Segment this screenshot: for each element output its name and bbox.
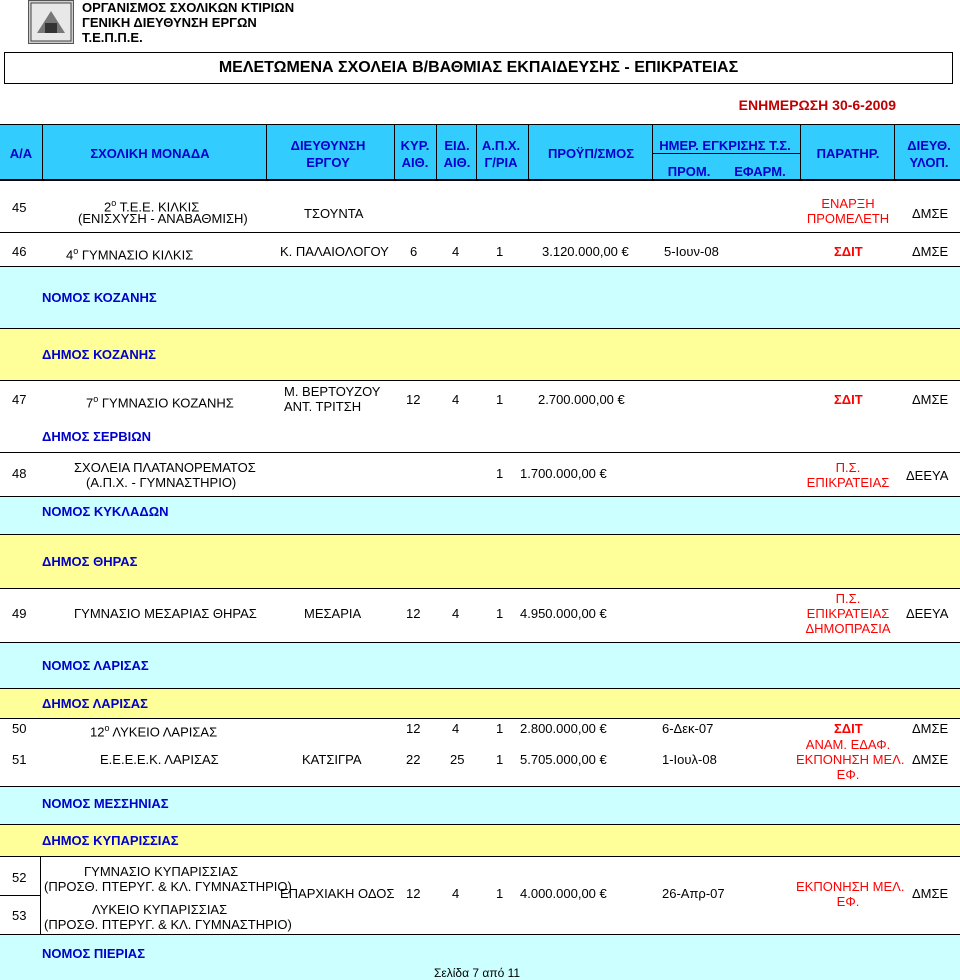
header-prom: ΠΡΟΜ.	[667, 164, 711, 179]
row45-dieuth: ΔΜΣΕ	[912, 206, 949, 221]
header-school: ΣΧΟΛΙΚΗ ΜΟΝΑΔΑ	[90, 146, 210, 161]
org-name-line1: ΟΡΓΑΝΙΣΜΟΣ ΣΧΟΛΙΚΩΝ ΚΤΙΡΙΩΝ	[82, 0, 295, 15]
row51-date: 1-Ιουλ-08	[662, 752, 717, 767]
organization-logo	[28, 0, 74, 44]
row48-remark-line1: Π.Σ.	[835, 460, 861, 475]
row5253-dieuth: ΔΜΣΕ	[912, 886, 949, 901]
row46-school: $4^o$ ΓΥΜΝΑΣΙΟ ΚΙΛΚΙΣ	[66, 246, 194, 263]
table-header	[0, 124, 960, 180]
row45-school-line1: $2^o$ Τ.Ε.Ε. ΚΙΛΚΙΣ	[104, 198, 200, 215]
section-nomos-kykladon: ΝΟΜΟΣ ΚΥΚΛΑΔΩΝ	[0, 496, 960, 534]
row45-remark-line2: ΠΡΟΜΕΛΕΤΗ	[806, 211, 890, 226]
row51-apx: 1	[496, 752, 504, 767]
row53-school-line1: ΛΥΚΕΙΟ ΚΥΠΑΡΙΣΣΙΑΣ	[92, 902, 228, 917]
row45-aa: 45	[12, 200, 27, 215]
row51-remark-line2: ΕΚΠΟΝΗΣΗ ΜΕΛ.	[796, 752, 905, 767]
section-dimos-servion: ΔΗΜΟΣ ΣΕΡΒΙΩΝ	[42, 429, 152, 444]
row51-address: ΚΑΤΣΙΓΡΑ	[302, 752, 362, 767]
row50-school: $12^o$ ΛΥΚΕΙΟ ΛΑΡΙΣΑΣ	[90, 723, 218, 740]
row47-school: $7^o$ ΓΥΜΝΑΣΙΟ ΚΟΖΑΝΗΣ	[86, 394, 234, 411]
section-nomos-larisas: ΝΟΜΟΣ ΛΑΡΙΣΑΣ	[0, 642, 960, 688]
header-eid: ΕΙΔ. ΑΙΘ.	[443, 138, 471, 170]
row50-budget: 2.800.000,00 €	[520, 721, 607, 736]
row51-remark-line1: ΑΝΑΜ. ΕΔΑΦ.	[805, 737, 891, 752]
update-date: ΕΝΗΜΕΡΩΣΗ 30-6-2009	[738, 97, 896, 113]
row48-remark-line2: ΕΠΙΚΡΑΤΕΙΑΣ	[806, 475, 890, 490]
header-approval: ΗΜΕΡ. ΕΓΚΡΙΣΗΣ Τ.Σ.	[659, 138, 791, 153]
row51-budget: 5.705.000,00 €	[520, 752, 607, 767]
row49-address: ΜΕΣΑΡΙΑ	[304, 606, 362, 621]
row49-remark-line2: ΕΠΙΚΡΑΤΕΙΑΣ	[806, 606, 890, 621]
row47-address-line2: ΑΝΤ. ΤΡΙΤΣΗ	[284, 399, 362, 414]
row53-aa: 53	[12, 908, 27, 923]
row49-school: ΓΥΜΝΑΣΙΟ ΜΕΣΑΡΙΑΣ ΘΗΡΑΣ	[74, 606, 257, 621]
row47-address-line1: Μ. ΒΕΡΤΟΥΖΟΥ	[284, 384, 381, 399]
section-nomos-messinias: ΝΟΜΟΣ ΜΕΣΣΗΝΙΑΣ	[0, 786, 960, 824]
header-efarm: ΕΦΑΡΜ.	[734, 164, 786, 179]
row49-kyr: 12	[406, 606, 421, 621]
row50-eid: 4	[452, 721, 460, 736]
row51-remark-line3: ΕΦ.	[836, 767, 860, 782]
row50-date: 6-Δεκ-07	[662, 721, 714, 736]
row5253-budget: 4.000.000,00 €	[520, 886, 607, 901]
row5253-remark-line1: ΕΚΠΟΝΗΣΗ ΜΕΛ.	[796, 879, 905, 894]
section-dimos-larisas: ΔΗΜΟΣ ΛΑΡΙΣΑΣ	[0, 688, 960, 718]
row46-kyr: 6	[410, 244, 418, 259]
row48-aa: 48	[12, 466, 27, 481]
row46-budget: 3.120.000,00 €	[542, 244, 629, 259]
row51-dieuth: ΔΜΣΕ	[912, 752, 949, 767]
row47-kyr: 12	[406, 392, 421, 407]
row47-dieuth: ΔΜΣΕ	[912, 392, 949, 407]
header-apx: Α.Π.Χ. Γ/ΡΙΑ	[481, 138, 521, 170]
row47-apx: 1	[496, 392, 504, 407]
header-aa: Α/Α	[9, 146, 33, 161]
row48-apx: 1	[496, 466, 504, 481]
row49-dieuth: ΔΕΕΥΑ	[906, 606, 949, 621]
section-nomos-kozanis: ΝΟΜΟΣ ΚΟΖΑΝΗΣ	[0, 266, 960, 328]
row5253-kyr: 12	[406, 886, 421, 901]
row48-school-line1: ΣΧΟΛΕΙΑ ΠΛΑΤΑΝΟΡΕΜΑΤΟΣ	[74, 460, 256, 475]
header-dieuth: ΔΙΕΥΘ. ΥΛΟΠ.	[907, 138, 951, 170]
row49-remark-line3: ΔΗΜΟΠΡΑΣΙΑ	[805, 621, 891, 636]
row45-address: ΤΣΟΥΝΤΑ	[304, 206, 364, 221]
row47-eid: 4	[452, 392, 460, 407]
row49-remark-line1: Π.Σ.	[835, 591, 861, 606]
row50-aa: 50	[12, 721, 27, 736]
row5253-eid: 4	[452, 886, 460, 901]
row5253-remark-line2: ΕΦ.	[836, 894, 860, 909]
row46-eid: 4	[452, 244, 460, 259]
row52-school-line1: ΓΥΜΝΑΣΙΟ ΚΥΠΑΡΙΣΣΙΑΣ	[84, 864, 239, 879]
row49-aa: 49	[12, 606, 27, 621]
row52-school-line2: (ΠΡΟΣΘ. ΠΤΕΡΥΓ. & ΚΛ. ΓΥΜΝΑΣΤΗΡΙΟ)	[44, 879, 292, 894]
header-address: ΔΙΕΥΘΥΝΣΗ ΕΡΓΟΥ	[290, 138, 366, 170]
section-nomos-pierias: ΝΟΜΟΣ ΠΙΕΡΙΑΣ	[0, 934, 960, 980]
row5253-address: ΕΠΑΡΧΙΑΚΗ ΟΔΟΣ	[280, 886, 395, 901]
row52-aa: 52	[12, 870, 27, 885]
row48-budget: 1.700.000,00 €	[520, 466, 607, 481]
row48-dieuth: ΔΕΕΥΑ	[906, 468, 949, 483]
row5253-apx: 1	[496, 886, 504, 901]
section-dimos-kyparissias: ΔΗΜΟΣ ΚΥΠΑΡΙΣΣΙΑΣ	[0, 824, 960, 856]
org-name-line2: ΓΕΝΙΚΗ ΔΙΕΥΘΥΝΣΗ ΕΡΓΩΝ	[82, 15, 257, 30]
row48-school-line2: (Α.Π.Χ. - ΓΥΜΝΑΣΤΗΡΙΟ)	[86, 475, 237, 490]
page-title: ΜΕΛΕΤΩΜΕΝΑ ΣΧΟΛΕΙΑ Β/ΒΑΘΜΙΑΣ ΕΚΠΑΙΔΕΥΣΗΣ - ΕΠΙΚΡΑΤΕΙΑΣ	[4, 52, 953, 84]
row50-apx: 1	[496, 721, 504, 736]
row46-address: Κ. ΠΑΛΑΙΟΛΟΓΟΥ	[280, 244, 389, 259]
row51-school: Ε.Ε.Ε.Ε.Κ. ΛΑΡΙΣΑΣ	[100, 752, 219, 767]
row46-date: 5-Ιουν-08	[664, 244, 719, 259]
row45-remark-line1: ΕΝΑΡΞΗ	[821, 196, 875, 211]
section-dimos-thiras: ΔΗΜΟΣ ΘΗΡΑΣ	[0, 534, 960, 588]
row51-kyr: 22	[406, 752, 421, 767]
row49-eid: 4	[452, 606, 460, 621]
row46-dieuth: ΔΜΣΕ	[912, 244, 949, 259]
row51-eid: 25	[450, 752, 465, 767]
row49-budget: 4.950.000,00 €	[520, 606, 607, 621]
row49-apx: 1	[496, 606, 504, 621]
page-footer: Σελίδα 7 από 11	[434, 966, 521, 980]
logo-emblem-icon	[29, 1, 73, 43]
header-budget: ΠΡΟΫΠ/ΣΜΟΣ	[547, 146, 635, 161]
row53-school-line2: (ΠΡΟΣΘ. ΠΤΕΡΥΓ. & ΚΛ. ΓΥΜΝΑΣΤΗΡΙΟ)	[44, 917, 292, 932]
row50-dieuth: ΔΜΣΕ	[912, 721, 949, 736]
row47-remark: ΣΔΙΤ	[834, 392, 863, 407]
row47-budget: 2.700.000,00 €	[538, 392, 625, 407]
row45-school-line2: (ΕΝΙΣΧΥΣΗ - ΑΝΑΒΑΘΜΙΣΗ)	[78, 211, 248, 226]
row5253-date: 26-Απρ-07	[662, 886, 725, 901]
row46-remark: ΣΔΙΤ	[834, 244, 863, 259]
row46-aa: 46	[12, 244, 27, 259]
row46-apx: 1	[496, 244, 504, 259]
row50-remark: ΣΔΙΤ	[834, 721, 863, 736]
row47-aa: 47	[12, 392, 27, 407]
org-name-line3: Τ.Ε.Π.Π.Ε.	[82, 30, 143, 45]
header-kyr: ΚΥΡ. ΑΙΘ.	[400, 138, 430, 170]
section-dimos-kozanis: ΔΗΜΟΣ ΚΟΖΑΝΗΣ	[0, 328, 960, 380]
row50-kyr: 12	[406, 721, 421, 736]
header-remarks: ΠΑΡΑΤΗΡ.	[816, 146, 880, 161]
row51-aa: 51	[12, 752, 27, 767]
